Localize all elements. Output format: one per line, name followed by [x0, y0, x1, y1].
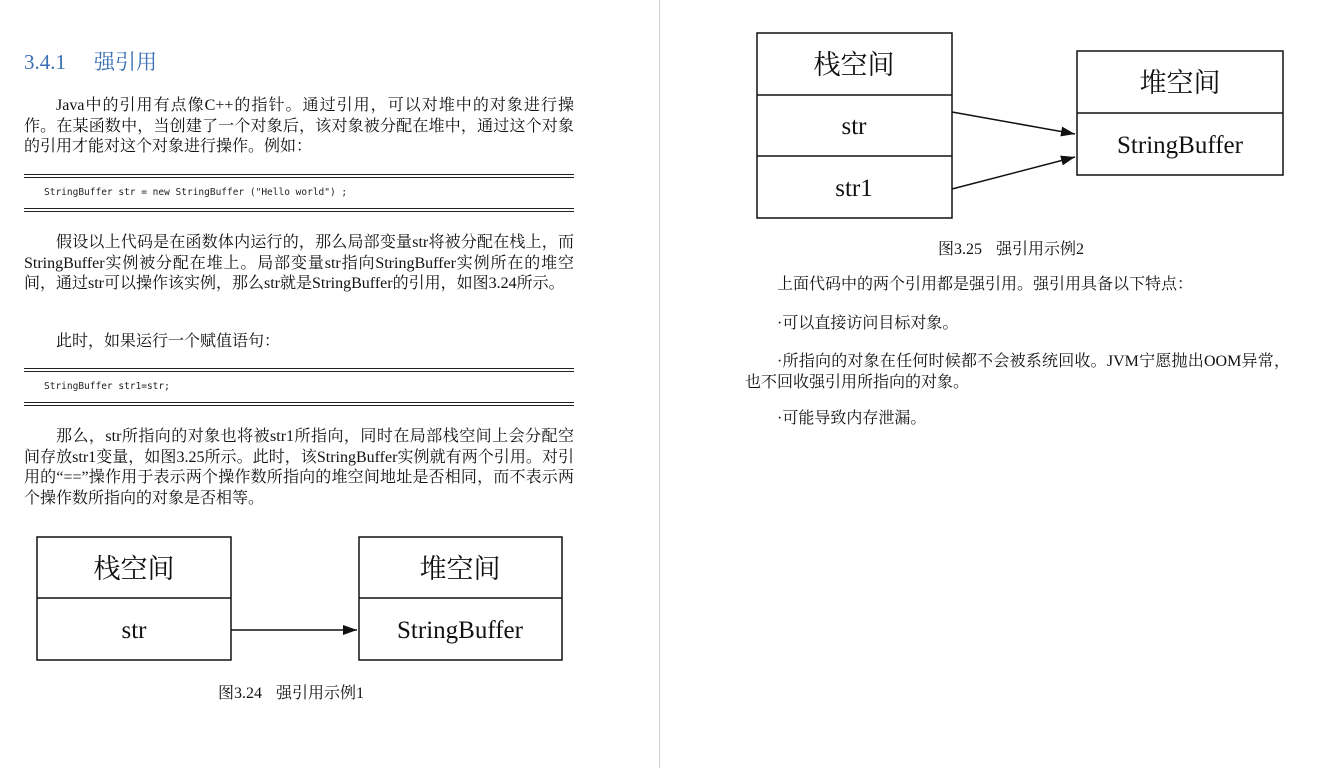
bullet-direct-access: ·可以直接访问目标对象。 [777, 315, 959, 332]
figure-3-25-caption [938, 236, 1084, 259]
heap-object: StringBuffer [1117, 132, 1243, 159]
heap-title: 堆空间 [419, 554, 501, 584]
reference-arrow-str [952, 112, 1075, 134]
code-rule-bottom [24, 208, 574, 212]
figure-3-24-caption [218, 680, 364, 703]
figure-3-24-diagram [36, 536, 566, 662]
bullet-memory-leak: ·可能导致内存泄漏。 [777, 410, 927, 427]
section-title: 强引用 [94, 50, 157, 74]
stack-title: 栈空间 [813, 50, 895, 80]
code-line: StringBuffer str1=str; [44, 381, 170, 392]
stack-title: 栈空间 [93, 554, 175, 584]
stack-variable-str: str [841, 113, 867, 140]
bullet-never-collected: ·所指向的对象在任何时候都不会被系统回收。JVM宁愿抛出OOM异常，也不回收强引用所指向的对象。 [745, 353, 1290, 391]
code-line: StringBuffer str = new StringBuffer ("Hello world") ; [44, 187, 348, 198]
stack-variable-str: str [121, 617, 147, 644]
section-heading [24, 46, 157, 76]
section-number: 3.4.1 [24, 50, 66, 74]
paragraph-two-references: 那么，str所指向的对象也将被str1所指向，同时在局部栈空间上会分配空间存放str1变量，如图3.25所示。此时，该StringBuffer实例就有两个引用。对引用的“==”操作用于表示两个操作数所指向的堆空间地址是否相同，而不表示两个操作数所指向的对象是否相等。 [24, 428, 574, 507]
code-block-1 [24, 174, 574, 212]
reference-arrow-str1 [952, 157, 1075, 189]
paragraph-assignment: 此时，如果运行一个赋值语句： [56, 333, 281, 350]
stack-box [37, 537, 231, 660]
paragraph-strong-ref-features: 上面代码中的两个引用都是强引用。强引用具备以下特点： [777, 276, 1194, 293]
paragraph-explanation: 假设以上代码是在函数体内运行的，那么局部变量str将被分配在栈上，而StringBuffer实例被分配在堆上。局部变量str指向StringBuffer实例所在的堆空间，通过str可以操作该实例，那么str就是StringBuffer的引用，如图3.24所示。 [24, 234, 574, 292]
caption-number: 图3.24 [218, 685, 263, 702]
page-divider [659, 0, 660, 768]
stack-box [757, 33, 952, 218]
caption-text: 强引用示例1 [276, 685, 365, 702]
caption-text: 强引用示例2 [996, 241, 1085, 258]
heap-title: 堆空间 [1139, 68, 1221, 98]
code-block-2 [24, 368, 574, 406]
heap-box [1077, 51, 1283, 175]
stack-variable-str1: str1 [835, 175, 873, 202]
heap-object: StringBuffer [397, 617, 523, 644]
code-rule-bottom [24, 402, 574, 406]
figure-3-25-diagram [756, 32, 1286, 220]
paragraph-intro: Java中的引用有点像C++的指针。通过引用，可以对堆中的对象进行操作。在某函数中，当创建了一个对象后，该对象被分配在堆中，通过这个对象的引用才能对这个对象进行操作。例如： [24, 97, 574, 155]
right-page [661, 0, 1331, 768]
heap-box [359, 537, 562, 660]
left-page [0, 0, 660, 768]
caption-number: 图3.25 [938, 241, 983, 258]
